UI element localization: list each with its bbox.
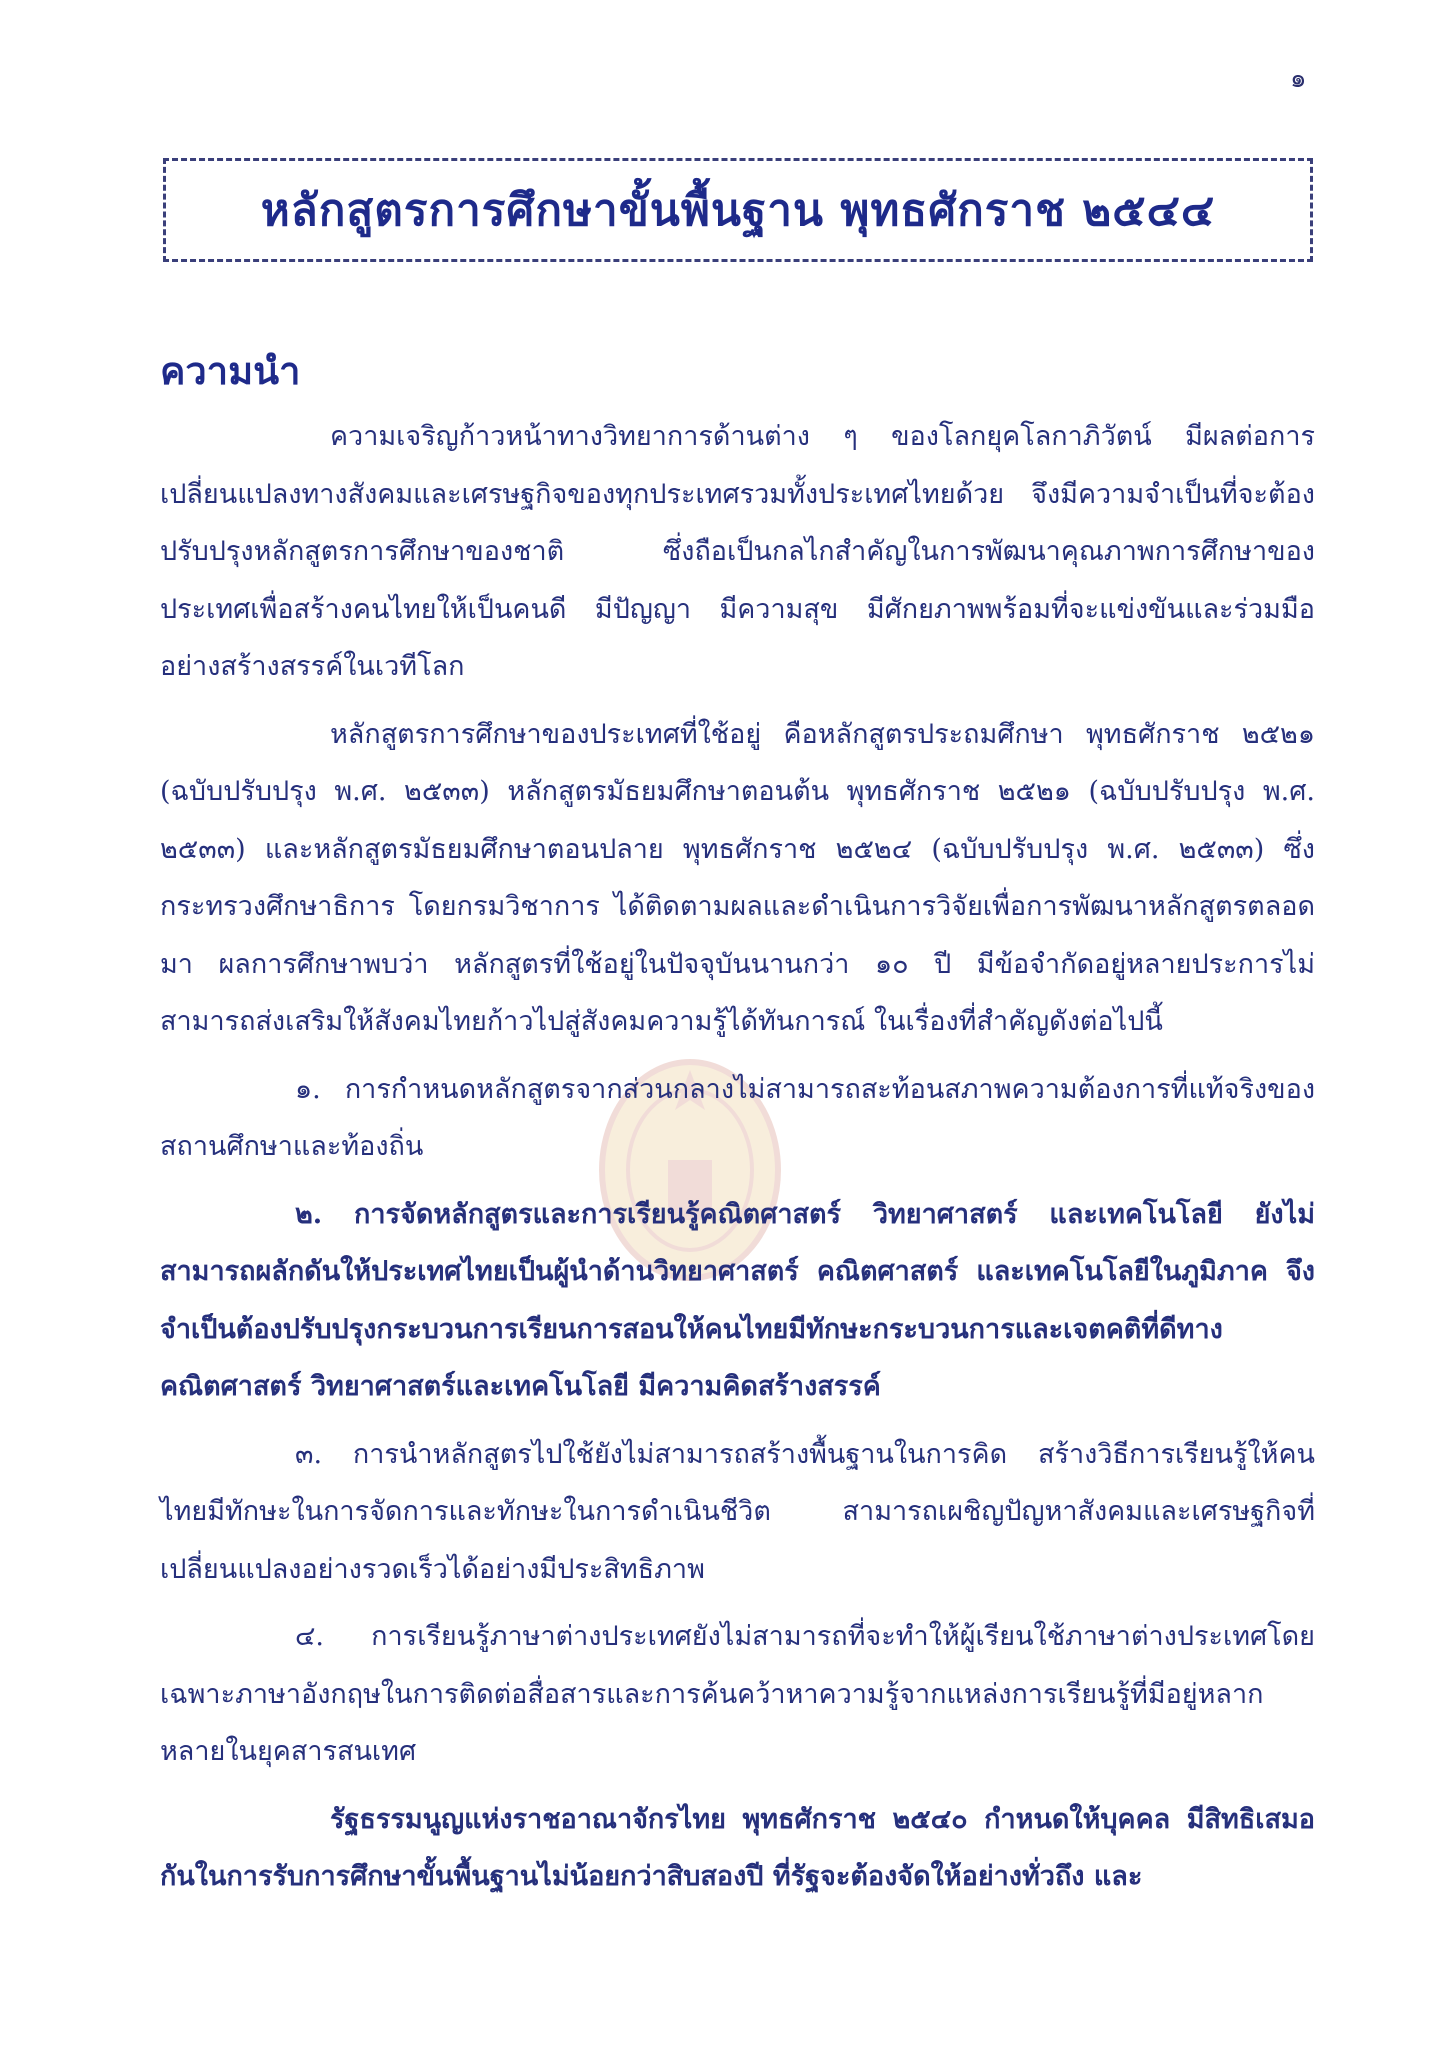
- list-item-1: ๑. การกำหนดหลักสูตรจากส่วนกลางไม่สามารถสะท้อนสภาพความต้องการที่แท้จริงของสถานศึกษาและท้องถิ่น: [160, 1073, 1315, 1162]
- intro-paragraph-2: หลักสูตรการศึกษาของประเทศที่ใช้อยู่ คือหลักสูตรประถมศึกษา พุทธศักราช ๒๕๒๑ (ฉบับปรับปรุง พ.ศ. ๒๕๓๓) หลักสูตรมัธยมศึกษาตอนต้น พุทธศักราช ๒๕๒๑ (ฉบับปรับปรุง พ.ศ. ๒๕๓๓) และหลักสูตรมัธยมศึกษาตอนปลาย พุทธศักราช ๒๕๒๔ (ฉบับปรับปรุง พ.ศ. ๒๕๓๓) ซึ่งกระทรวงศึกษาธิการ โดยกรมวิชาการ ได้ติดตามผลและดำเนินการวิจัยเพื่อการพัฒนาหลักสูตรตลอดมา ผลการศึกษาพบว่า หลักสูตรที่ใช้อยู่ในปัจจุบันนานกว่า ๑๐ ปี มีข้อจำกัดอยู่หลายประการไม่สามารถส่งเสริมให้สังคมไทยก้าวไปสู่สังคมความรู้ได้ทันการณ์ ในเรื่องที่สำคัญดังต่อไปนี้: [160, 718, 1315, 1037]
- body-text: [160, 408, 1315, 1906]
- page-number: ๑: [1290, 64, 1307, 94]
- closing-paragraph: รัฐธรรมนูญแห่งราชอาณาจักรไทย พุทธศักราช ๒๕๔๐ กำหนดให้บุคคล มีสิทธิเสมอกันในการรับการศึกษาขั้นพื้นฐานไม่น้อยกว่าสิบสองปี ที่รัฐจะต้องจัดให้อย่างทั่วถึง และ: [160, 1803, 1315, 1892]
- section-heading: ความนำ: [160, 348, 301, 393]
- list-item-4: ๔. การเรียนรู้ภาษาต่างประเทศยังไม่สามารถที่จะทำให้ผู้เรียนใช้ภาษาต่างประเทศโดยเฉพาะภาษาอังกฤษในการติดต่อสื่อสารและการค้นคว้าหาความรู้จากแหล่งการเรียนรู้ที่มีอยู่หลากหลายในยุคสารสนเทศ: [160, 1621, 1315, 1767]
- title-box: [163, 158, 1313, 262]
- list-item-3: ๓. การนำหลักสูตรไปใช้ยังไม่สามารถสร้างพื้นฐานในการคิด สร้างวิธีการเรียนรู้ให้คนไทยมีทักษะในการจัดการและทักษะในการดำเนินชีวิต สามารถเผชิญปัญหาสังคมและเศรษฐกิจที่เปลี่ยนแปลงอย่างรวดเร็วได้อย่างมีประสิทธิภาพ: [160, 1438, 1315, 1585]
- document-title: หลักสูตรการศึกษาขั้นพื้นฐาน พุทธศักราช ๒๕๔๔: [260, 185, 1216, 236]
- list-item-2: ๒. การจัดหลักสูตรและการเรียนรู้คณิตศาสตร์ วิทยาศาสตร์ และเทคโนโลยี ยังไม่สามารถผลักดันให้ประเทศไทยเป็นผู้นำด้านวิทยาศาสตร์ คณิตศาสตร์ และเทคโนโลยีในภูมิภาค จึงจำเป็นต้องปรับปรุงกระบวนการเรียนการสอนให้คนไทยมีทักษะกระบวนการและเจตคติที่ดีทางคณิตศาสตร์ วิทยาศาสตร์และเทคโนโลยี มีความคิดสร้างสรรค์: [160, 1198, 1315, 1402]
- intro-paragraph-1: ความเจริญก้าวหน้าทางวิทยาการด้านต่าง ๆ ของโลกยุคโลกาภิวัตน์ มีผลต่อการเปลี่ยนแปลงทางสังคมและเศรษฐกิจของทุกประเทศรวมทั้งประเทศไทยด้วย จึงมีความจำเป็นที่จะต้องปรับปรุงหลักสูตรการศึกษาของชาติ ซึ่งถือเป็นกลไกสำคัญในการพัฒนาคุณภาพการศึกษาของประเทศเพื่อสร้างคนไทยให้เป็นคนดี มีปัญญา มีความสุข มีศักยภาพพร้อมที่จะแข่งขันและร่วมมืออย่างสร้างสรรค์ในเวทีโลก: [160, 421, 1315, 682]
